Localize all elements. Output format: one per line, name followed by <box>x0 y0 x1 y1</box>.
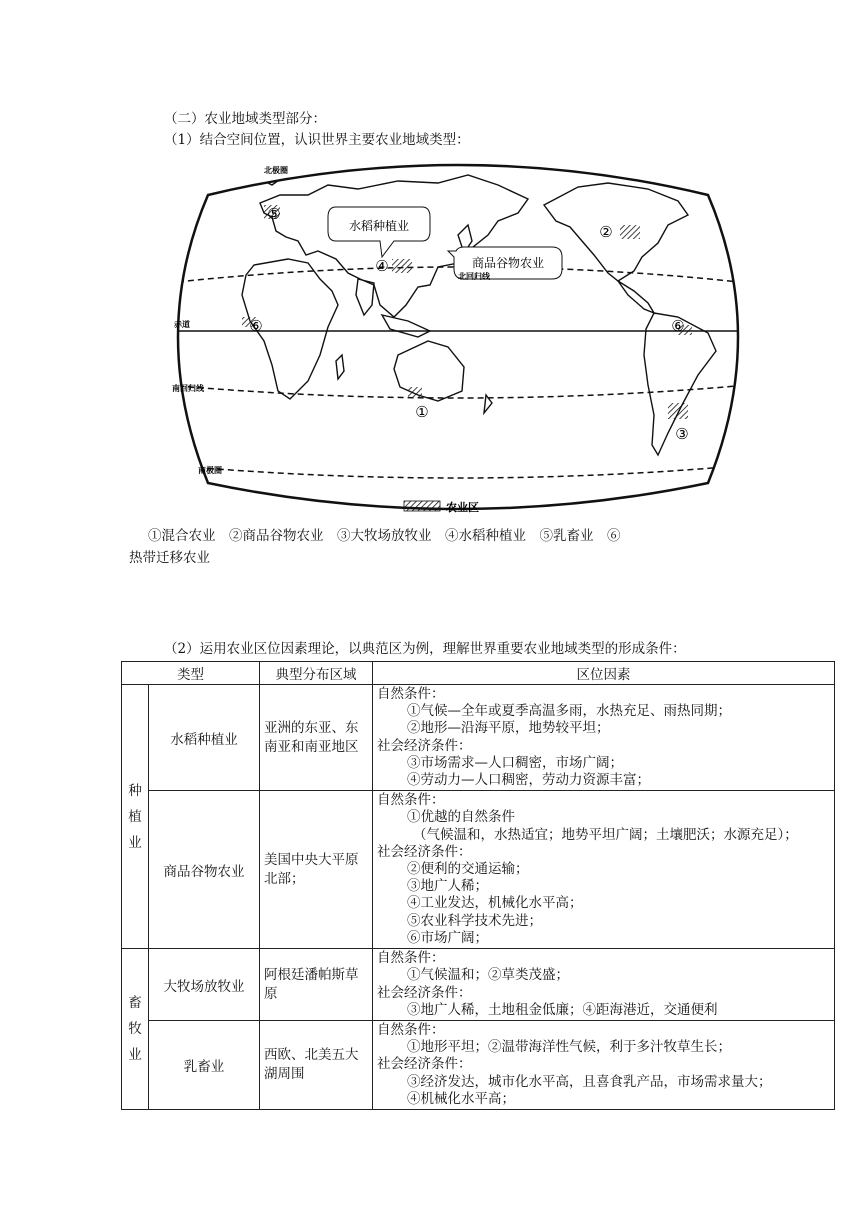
location-factors-table <box>121 661 835 1110</box>
legend-text: 农业区 <box>446 501 479 514</box>
header-type: 类型 <box>122 662 260 685</box>
area-sa-south <box>668 403 688 419</box>
factors-ranch: 自然条件： ①气候温和；②草类茂盛； 社会经济条件： ③地广人稀，土地租金低廉；④距海港近，交通便利 <box>373 949 835 1021</box>
label-south-tropic: 南回归线 <box>172 384 204 393</box>
table-row <box>122 685 835 791</box>
type-rice: 水稻种植业 <box>149 685 260 791</box>
table-row <box>122 949 835 1021</box>
legend-swatch <box>404 501 440 511</box>
marker-6-sa: ⑥ <box>671 317 685 335</box>
region-dairy: 西欧、北美五大湖周围 <box>260 1021 373 1110</box>
type-dairy: 乳畜业 <box>149 1021 260 1110</box>
header-factors: 区位因素 <box>373 662 835 685</box>
question-1: （1）结合空间位置，认识世界主要农业地域类型： <box>164 132 470 148</box>
callout-grain-text: 商品谷物农业 <box>471 256 545 270</box>
legend-line-2: 热带迁移农业 <box>129 550 210 566</box>
area-australia <box>408 387 422 397</box>
region-grain: 美国中央大平原北部； <box>260 791 373 949</box>
world-agriculture-map <box>168 155 748 521</box>
marker-2: ② <box>599 223 613 241</box>
label-arctic: 北极圈 <box>264 166 288 175</box>
legend-line-1: ①混合农业 ②商品谷物农业 ③大牧场放牧业 ④水稻种植业 ⑤乳畜业 ⑥ <box>148 528 621 544</box>
category-planting: 种 植 业 <box>122 685 149 949</box>
area-na <box>620 225 640 239</box>
marker-4: ④ <box>375 257 389 275</box>
label-antarctic: 南极圈 <box>198 466 222 475</box>
type-ranch: 大牧场放牧业 <box>149 949 260 1021</box>
type-grain: 商品谷物农业 <box>149 791 260 949</box>
question-2: （2）运用农业区位因素理论，以典范区为例，理解世界重要农业地域类型的形成条件： <box>164 641 686 657</box>
factors-dairy: 自然条件： ①地形平坦；②温带海洋性气候，利于多汁牧草生长； 社会经济条件： ③经济发达，城市化水平高，且喜食乳产品，市场需求量大； ④机械化水平高； <box>373 1021 835 1110</box>
category-livestock: 畜 牧 业 <box>122 949 149 1110</box>
table-row <box>122 791 835 949</box>
marker-1: ① <box>415 403 429 421</box>
region-rice: 亚洲的东亚、东南亚和南亚地区 <box>260 685 373 791</box>
table-header-row <box>122 662 835 685</box>
area-asia <box>392 259 412 273</box>
header-region: 典型分布区域 <box>260 662 373 685</box>
label-equator: 赤道 <box>174 320 190 329</box>
section-title: （二）农业地域类型部分： <box>164 111 326 127</box>
factors-grain: 自然条件： ①优越的自然条件 （气候温和，水热适宜；地势平坦广阔；土壤肥沃；水源充足）； 社会经济条件： ②便利的交通运输； ③地广人稀； ④工业发达，机械化水平高； ⑤农业科学技术先进； ⑥市场广阔； <box>373 791 835 949</box>
factors-rice: 自然条件： ①气候—全年或夏季高温多雨，水热充足、雨热同期； ②地形—沿海平原，地势较平坦； 社会经济条件： ③市场需求—人口稠密，市场广阔； ④劳动力—人口稠密，劳动力资源丰富； <box>373 685 835 791</box>
marker-5: ⑤ <box>267 205 281 223</box>
marker-3: ③ <box>675 425 689 443</box>
callout-rice-text: 水稻种植业 <box>348 219 410 233</box>
region-ranch: 阿根廷潘帕斯草原 <box>260 949 373 1021</box>
label-north-tropic: 北回归线 <box>458 272 490 281</box>
table-row <box>122 1021 835 1110</box>
marker-6-africa: ⑥ <box>249 317 263 335</box>
